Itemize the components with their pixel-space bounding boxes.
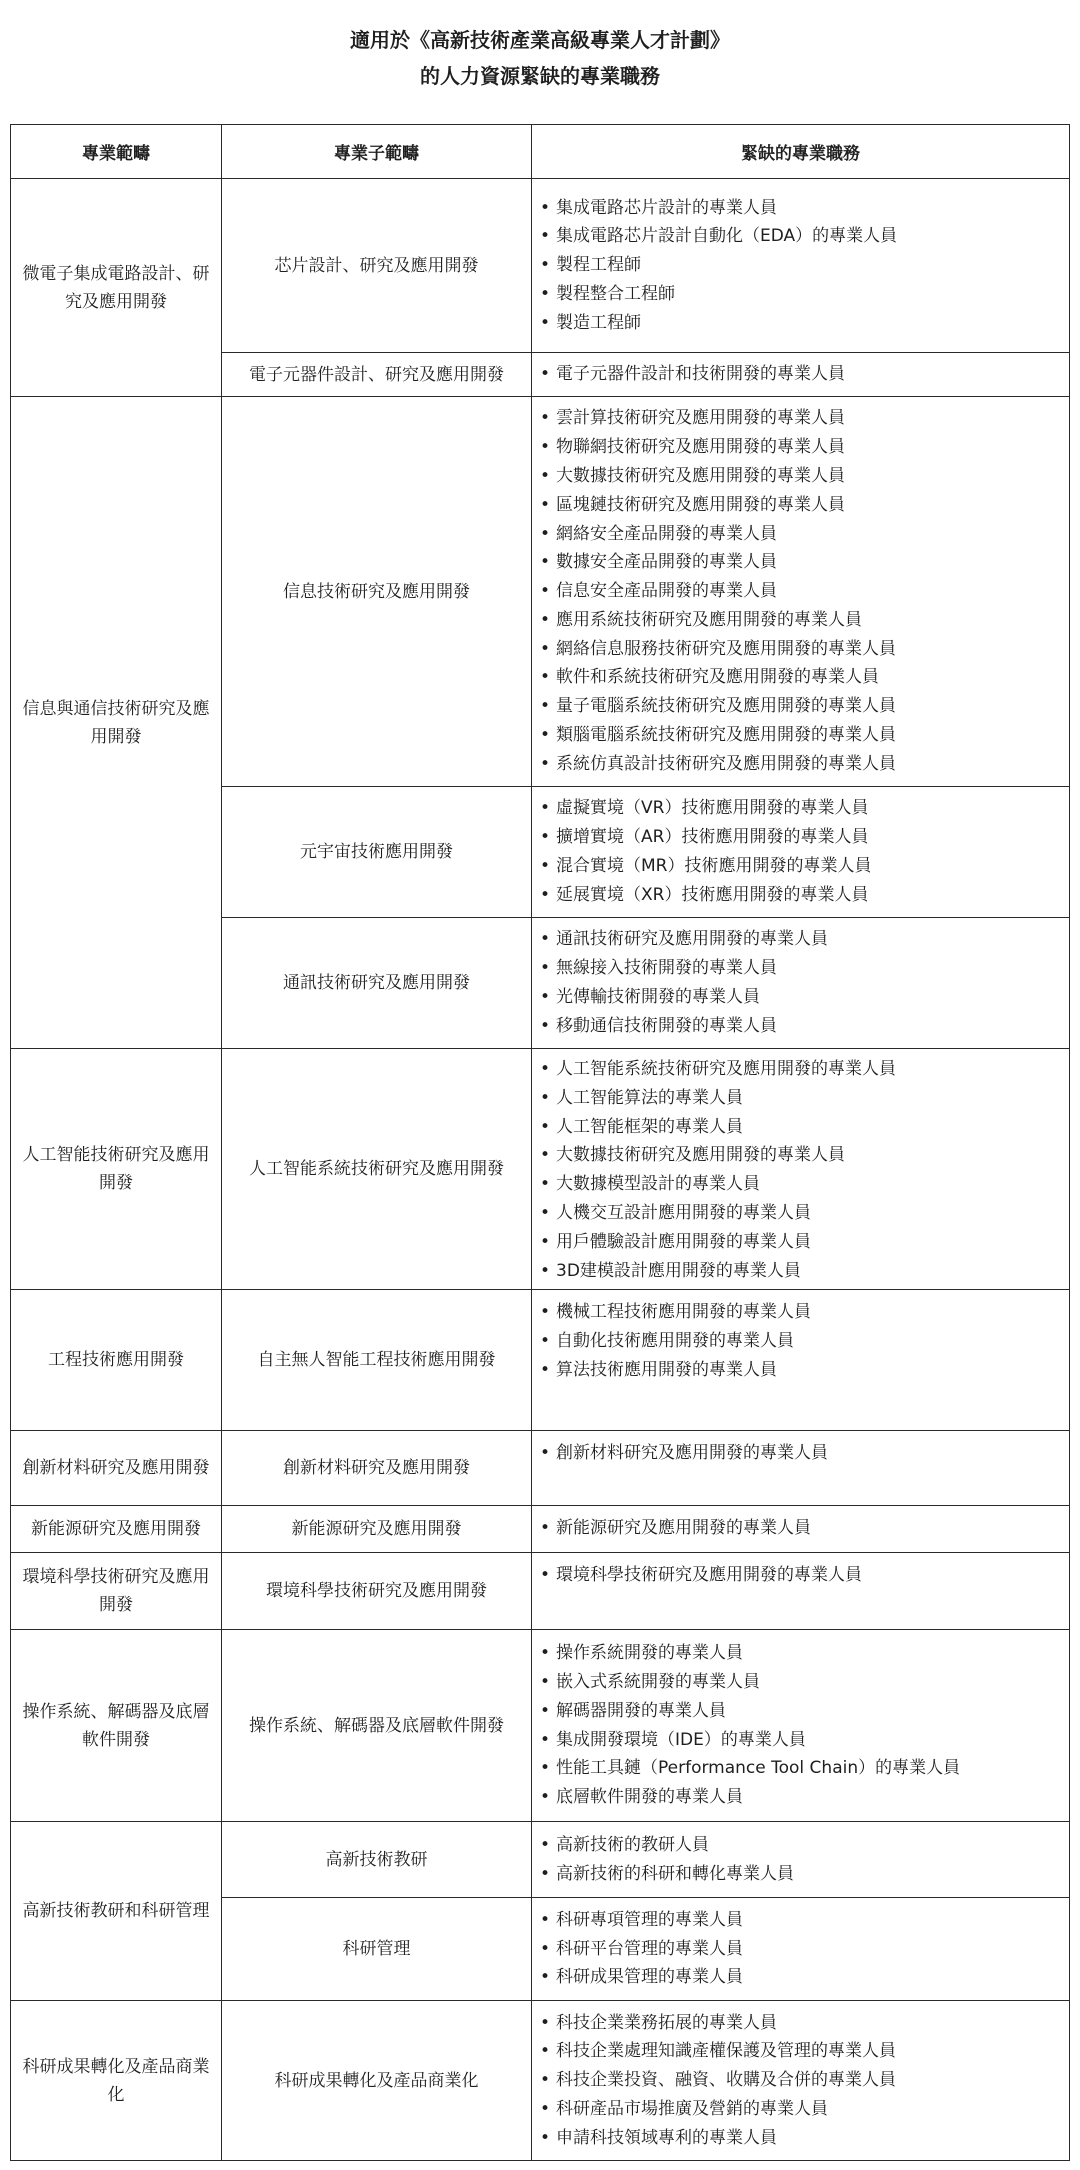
duty-item: • 人工智能框架的專業人員 <box>540 1113 1063 1142</box>
duties-cell <box>532 353 1070 397</box>
duties-cell <box>532 1431 1070 1506</box>
table-row <box>11 1431 1070 1506</box>
duty-item: • 雲計算技術研究及應用開發的專業人員 <box>540 404 1063 433</box>
duty-item: • 移動通信技術開發的專業人員 <box>540 1012 1063 1041</box>
duty-item: • 無線接入技術開發的專業人員 <box>540 954 1063 983</box>
table-row <box>11 1822 1070 1898</box>
document-title-line2: 的人力資源緊缺的專業職務 <box>420 64 660 88</box>
subfield-cell: 環境科學技術研究及應用開發 <box>222 1553 532 1630</box>
duty-item: • 延展實境（XR）技術應用開發的專業人員 <box>540 881 1063 910</box>
field-cell: 新能源研究及應用開發 <box>11 1506 222 1553</box>
duty-item: • 科技企業業務拓展的專業人員 <box>540 2009 1063 2038</box>
field-cell: 操作系統、解碼器及底層軟件開發 <box>11 1630 222 1822</box>
duty-item: • 軟件和系統技術研究及應用開發的專業人員 <box>540 663 1063 692</box>
subfield-cell: 新能源研究及應用開發 <box>222 1506 532 1553</box>
duty-item: • 申請科技領域專利的專業人員 <box>540 2124 1063 2153</box>
table-header-row <box>11 125 1070 179</box>
subfield-cell: 人工智能系統技術研究及應用開發 <box>222 1049 532 1290</box>
duty-item: • 算法技術應用開發的專業人員 <box>540 1356 1063 1385</box>
duty-item: • 科技企業處理知識產權保護及管理的專業人員 <box>540 2037 1063 2066</box>
field-cell: 微電子集成電路設計、研究及應用開發 <box>11 179 222 397</box>
duty-item: • 人工智能系統技術研究及應用開發的專業人員 <box>540 1055 1063 1084</box>
header-subfield: 專業子範疇 <box>222 125 532 179</box>
duty-item: • 大數據技術研究及應用開發的專業人員 <box>540 1141 1063 1170</box>
table-row <box>11 179 1070 353</box>
field-cell: 人工智能技術研究及應用開發 <box>11 1049 222 1290</box>
duty-item: • 區塊鏈技術研究及應用開發的專業人員 <box>540 491 1063 520</box>
shortage-positions-table <box>10 124 1070 2161</box>
subfield-cell: 元宇宙技術應用開發 <box>222 787 532 918</box>
duties-cell <box>532 1506 1070 1553</box>
duties-cell <box>532 1898 1070 2001</box>
table-row <box>11 1506 1070 1553</box>
duties-cell <box>532 1290 1070 1431</box>
duties-cell <box>532 2001 1070 2161</box>
duty-item: • 類腦電腦系統技術研究及應用開發的專業人員 <box>540 721 1063 750</box>
duty-item: • 人機交互設計應用開發的專業人員 <box>540 1199 1063 1228</box>
duty-item: • 用戶體驗設計應用開發的專業人員 <box>540 1228 1063 1257</box>
duty-item: • 擴增實境（AR）技術應用開發的專業人員 <box>540 823 1063 852</box>
duty-item: • 光傳輸技術開發的專業人員 <box>540 983 1063 1012</box>
duty-item: • 3D建模設計應用開發的專業人員 <box>540 1257 1063 1283</box>
duty-item: • 嵌入式系統開發的專業人員 <box>540 1668 1063 1697</box>
table-row <box>11 397 1070 787</box>
duty-item: • 混合實境（MR）技術應用開發的專業人員 <box>540 852 1063 881</box>
duty-item: • 虛擬實境（VR）技術應用開發的專業人員 <box>540 794 1063 823</box>
duty-item: • 性能工具鏈（Performance Tool Chain）的專業人員 <box>540 1754 1063 1783</box>
duty-item: • 自動化技術應用開發的專業人員 <box>540 1327 1063 1356</box>
header-duties: 緊缺的專業職務 <box>532 125 1070 179</box>
duty-item: • 底層軟件開發的專業人員 <box>540 1783 1063 1812</box>
duties-cell <box>532 918 1070 1049</box>
duty-item: • 科研專項管理的專業人員 <box>540 1906 1063 1935</box>
duty-item: • 科研產品市場推廣及營銷的專業人員 <box>540 2095 1063 2124</box>
duty-item: • 科研成果管理的專業人員 <box>540 1963 1063 1992</box>
duty-item: • 創新材料研究及應用開發的專業人員 <box>540 1439 1063 1468</box>
field-cell: 環境科學技術研究及應用開發 <box>11 1553 222 1630</box>
duty-item: • 集成開發環境（IDE）的專業人員 <box>540 1726 1063 1755</box>
duty-item: • 電子元器件設計和技術開發的專業人員 <box>540 360 1063 389</box>
table-row <box>11 1553 1070 1630</box>
duty-item: • 製程工程師 <box>540 251 1063 280</box>
duties-cell <box>532 1553 1070 1630</box>
field-cell: 信息與通信技術研究及應用開發 <box>11 397 222 1049</box>
subfield-cell: 通訊技術研究及應用開發 <box>222 918 532 1049</box>
field-cell: 高新技術教研和科研管理 <box>11 1822 222 2001</box>
field-cell: 工程技術應用開發 <box>11 1290 222 1431</box>
field-cell: 創新材料研究及應用開發 <box>11 1431 222 1506</box>
subfield-cell: 電子元器件設計、研究及應用開發 <box>222 353 532 397</box>
duty-item: • 科研平台管理的專業人員 <box>540 1935 1063 1964</box>
duty-item: • 高新技術的教研人員 <box>540 1831 1063 1860</box>
duty-item: • 大數據模型設計的專業人員 <box>540 1170 1063 1199</box>
duty-item: • 新能源研究及應用開發的專業人員 <box>540 1514 1063 1543</box>
duty-item: • 製造工程師 <box>540 309 1063 338</box>
subfield-cell: 信息技術研究及應用開發 <box>222 397 532 787</box>
duty-item: • 人工智能算法的專業人員 <box>540 1084 1063 1113</box>
subfield-cell: 科研管理 <box>222 1898 532 2001</box>
duty-item: • 製程整合工程師 <box>540 280 1063 309</box>
table-row <box>11 2001 1070 2161</box>
duty-item: • 數據安全產品開發的專業人員 <box>540 548 1063 577</box>
subfield-cell: 創新材料研究及應用開發 <box>222 1431 532 1506</box>
duty-item: • 解碼器開發的專業人員 <box>540 1697 1063 1726</box>
duty-item: • 操作系統開發的專業人員 <box>540 1639 1063 1668</box>
duty-item: • 環境科學技術研究及應用開發的專業人員 <box>540 1561 1063 1590</box>
duty-item: • 集成電路芯片設計自動化（EDA）的專業人員 <box>540 222 1063 251</box>
duty-item: • 系統仿真設計技術研究及應用開發的專業人員 <box>540 750 1063 779</box>
header-field: 專業範疇 <box>11 125 222 179</box>
duty-item: • 大數據技術研究及應用開發的專業人員 <box>540 462 1063 491</box>
duty-item: • 物聯網技術研究及應用開發的專業人員 <box>540 433 1063 462</box>
duty-item: • 科技企業投資、融資、收購及合併的專業人員 <box>540 2066 1063 2095</box>
field-cell: 科研成果轉化及產品商業化 <box>11 2001 222 2161</box>
subfield-cell: 高新技術教研 <box>222 1822 532 1898</box>
duties-cell <box>532 1630 1070 1822</box>
duty-item: • 通訊技術研究及應用開發的專業人員 <box>540 925 1063 954</box>
duty-item: • 機械工程技術應用開發的專業人員 <box>540 1298 1063 1327</box>
subfield-cell: 科研成果轉化及產品商業化 <box>222 2001 532 2161</box>
duty-item: • 量子電腦系統技術研究及應用開發的專業人員 <box>540 692 1063 721</box>
duty-item: • 應用系統技術研究及應用開發的專業人員 <box>540 606 1063 635</box>
duty-item: • 高新技術的科研和轉化專業人員 <box>540 1860 1063 1889</box>
duty-item: • 網絡信息服務技術研究及應用開發的專業人員 <box>540 635 1063 664</box>
subfield-cell: 自主無人智能工程技術應用開發 <box>222 1290 532 1431</box>
document-title-line1: 適用於《高新技術產業高級專業人才計劃》 <box>350 28 730 52</box>
table-row <box>11 1290 1070 1431</box>
table-row <box>11 1049 1070 1290</box>
duty-item: • 集成電路芯片設計的專業人員 <box>540 194 1063 223</box>
duty-item: • 信息安全產品開發的專業人員 <box>540 577 1063 606</box>
duties-cell <box>532 1049 1070 1290</box>
subfield-cell: 操作系統、解碼器及底層軟件開發 <box>222 1630 532 1822</box>
table-row <box>11 1630 1070 1822</box>
duties-cell <box>532 397 1070 787</box>
subfield-cell: 芯片設計、研究及應用開發 <box>222 179 532 353</box>
duties-cell <box>532 179 1070 353</box>
duties-cell <box>532 1822 1070 1898</box>
duties-cell <box>532 787 1070 918</box>
duty-item: • 網絡安全產品開發的專業人員 <box>540 520 1063 549</box>
